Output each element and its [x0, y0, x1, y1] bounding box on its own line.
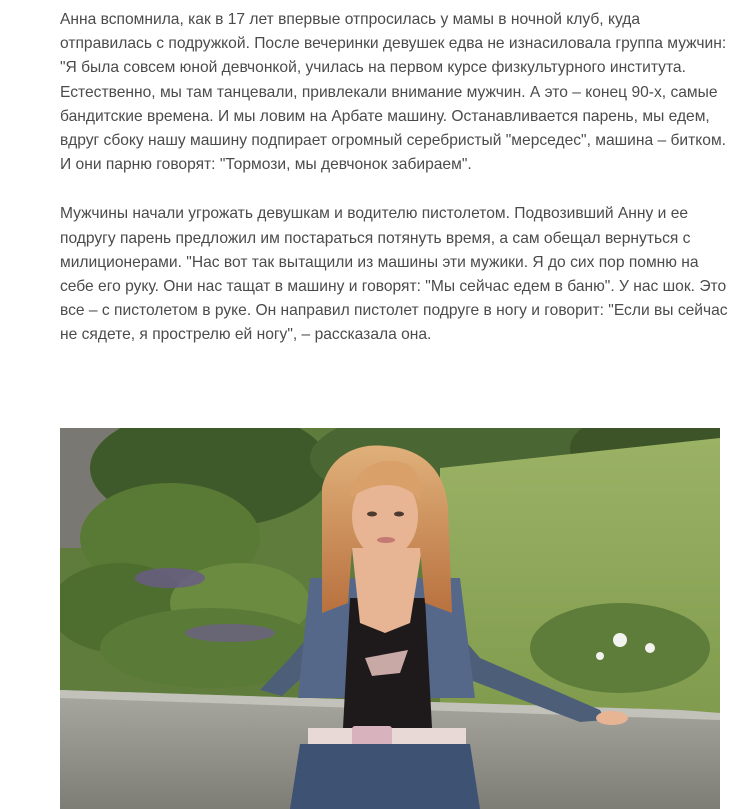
figure-lips	[377, 537, 395, 543]
figure-eye-right	[394, 512, 404, 517]
article-photo	[60, 428, 720, 809]
article-paragraph-1: Анна вспомнила, как в 17 лет впервые отпросилась у мамы в ночной клуб, куда отправилась с подружкой. После вечеринки девушек едва не изнасиловала группа мужчин: "Я была совсем юной девчонкой, училась на первом курсе физкультурного института. Естественно, мы там танцевали, привлекали внимание мужчин. А это – конец 90-х, самые бандитские времена. И мы ловим на Арбате машину. Останавливается парень, мы едем, вдруг сбоку нашу машину подпирает огромный серебристый "мерседес", машина – битком. И они парню говорят: "Тормози, мы девчонок забираем".	[60, 11, 727, 174]
shrub-right	[530, 603, 710, 693]
flower-bed-purple-2	[185, 624, 275, 642]
article-paragraph-2: Мужчины начали угрожать девушкам и водителю пистолетом. Подвозивший Анну и ее подругу парень предложил им постараться потянуть время, а сам обещал вернуться с милиционерами. "Нас вот так вытащили из машины эти мужики. Я до сих пор помню на себе его руку. Они нас тащат в машину и говорят: "Мы сейчас едем в баню". У нас шок. Это все – с пистолетом в руке. Он направил пистолет подруге в ногу и говорит: "Если вы сейчас не сядете, я прострелю ей ногу", – рассказала она.	[60, 205, 728, 344]
figure-eye-left	[367, 512, 377, 517]
white-flower-2	[645, 643, 655, 653]
photo-illustration	[60, 428, 720, 809]
flower-bed-purple-1	[135, 568, 205, 588]
article-body	[60, 8, 732, 348]
figure-jeans	[290, 744, 480, 809]
white-flower-3	[596, 652, 604, 660]
figure-right-hand	[596, 711, 628, 725]
white-flower-1	[613, 633, 627, 647]
